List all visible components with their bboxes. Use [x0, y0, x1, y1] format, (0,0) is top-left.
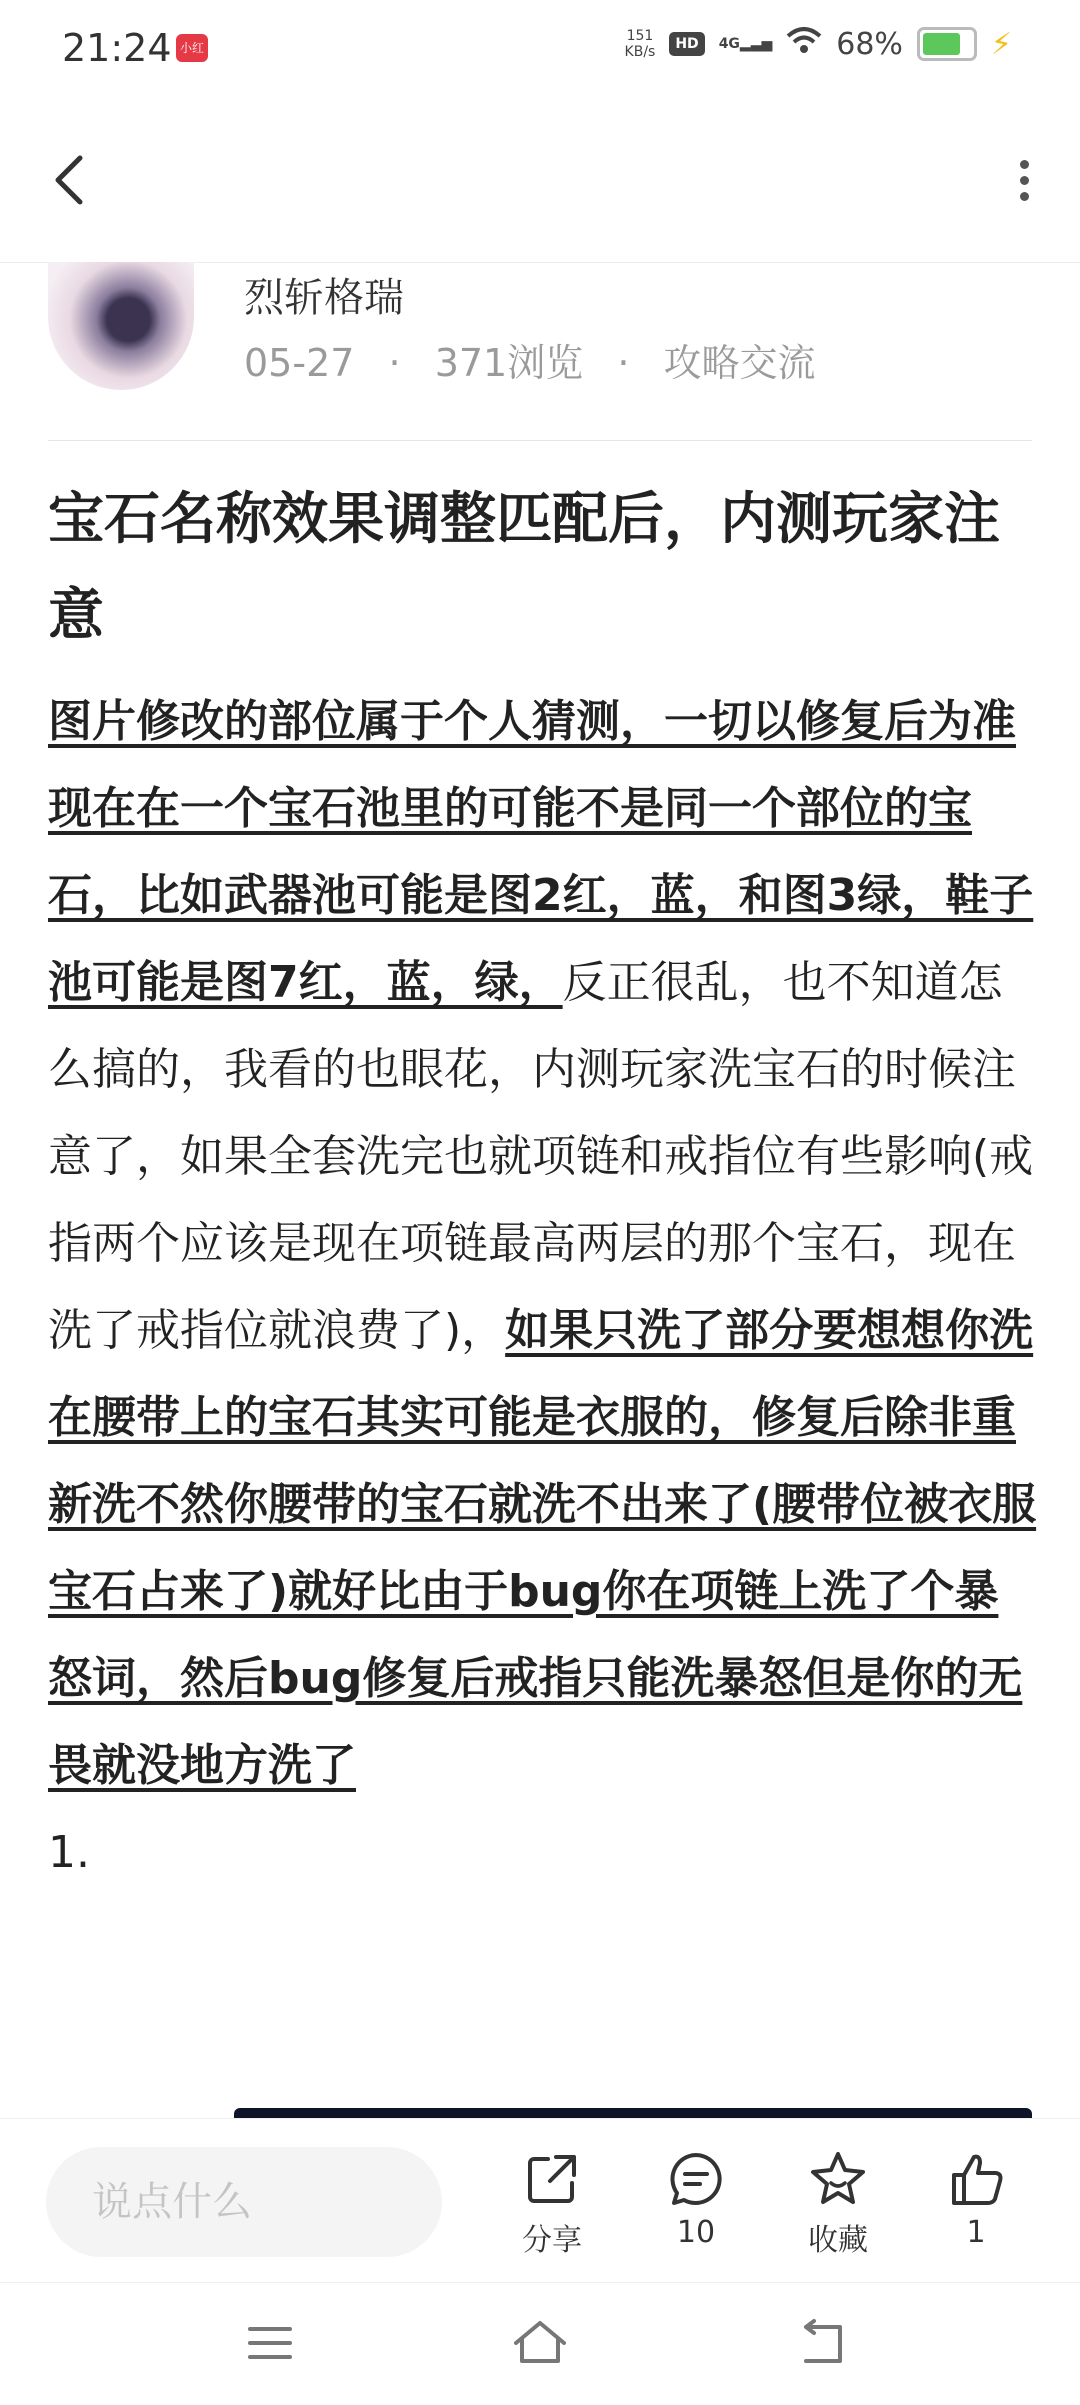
meta-separator: ·: [388, 341, 401, 385]
battery-percent: 68%: [836, 26, 903, 62]
share-button[interactable]: [492, 2149, 612, 2259]
avatar[interactable]: [48, 262, 194, 390]
hd-icon: HD: [669, 32, 704, 56]
underlined-text: 如果只洗了部分要想想你洗在腰带上的宝石其实可能是衣服的，修复后除非重新洗不然你腰带的宝石就洗不出来了(腰带位被衣服宝石占来了)就好比由于bug你在项链上洗了个暴怒词，然后bug修复后戒指只能洗暴怒但是你的无畏就没地方洗了: [48, 1305, 1037, 1791]
post-date: 05-27: [244, 341, 355, 385]
network-speed: 151 KB/s: [624, 28, 656, 60]
body-text: 反正很乱，也不知道怎么搞的，我看的也眼花，内测玩家洗宝石的时候注意了，如果全套洗完也就项链和戒指位有些影响(戒指两个应该是现在项链最高两层的那个宝石，现在洗了戒指位就浪费了)，: [48, 957, 1034, 1356]
author-name[interactable]: 烈斩格瑞: [244, 275, 404, 321]
charging-icon: ⚡: [990, 26, 1012, 62]
underlined-text: 图片修改的部位属于个人猜测，一切以修复后为准: [48, 696, 1016, 747]
view-count: 371浏览: [434, 341, 584, 385]
battery-icon: [917, 27, 977, 61]
post-title: 宝石名称效果调整匹配后，内测玩家注意: [48, 487, 1000, 648]
comment-icon: [666, 2149, 726, 2209]
share-label: 分享: [522, 2223, 582, 2258]
comment-count: 10: [676, 2215, 716, 2250]
status-bar: [0, 0, 1080, 100]
home-icon[interactable]: [510, 2317, 570, 2373]
action-bar: [0, 2118, 1080, 2283]
post-body: [48, 678, 1038, 1896]
app-notification-icon: 小红书: [176, 34, 208, 62]
post-meta: [244, 332, 816, 387]
favorite-label: 收藏: [808, 2223, 868, 2258]
like-count: 1: [966, 2215, 986, 2250]
status-time: 21:24: [62, 26, 172, 70]
back-icon[interactable]: [46, 150, 90, 210]
more-options-icon[interactable]: [1014, 160, 1034, 204]
star-icon: [808, 2149, 868, 2209]
list-number: 1.: [48, 1827, 90, 1878]
meta-separator: ·: [617, 341, 630, 385]
system-nav-bar: [0, 2282, 1080, 2405]
signal-icon: 4G▂▃▅: [718, 36, 773, 52]
paragraph: [48, 678, 1038, 765]
top-nav: [0, 100, 1080, 263]
favorite-button[interactable]: [778, 2149, 898, 2259]
like-button[interactable]: [916, 2149, 1036, 2250]
thumbs-up-icon: [946, 2149, 1006, 2209]
menu-icon[interactable]: [244, 2317, 296, 2373]
status-indicators: [625, 26, 1012, 62]
underlined-text: 现在在一个宝石池里的可能不是同一个部位的宝石，比如武器池可能是图2红，蓝，和图3绿，鞋子池可能是图7红，蓝，绿，: [48, 783, 1034, 1008]
comment-input[interactable]: 说点什么: [46, 2147, 442, 2257]
back-nav-icon[interactable]: [796, 2317, 848, 2373]
comment-button[interactable]: [636, 2149, 756, 2250]
post-category[interactable]: 攻略交流: [663, 341, 816, 385]
wifi-icon: [786, 26, 822, 62]
share-icon: [522, 2149, 582, 2209]
paragraph: [48, 765, 1038, 1809]
author-header: [0, 262, 1080, 442]
divider: [48, 440, 1032, 441]
